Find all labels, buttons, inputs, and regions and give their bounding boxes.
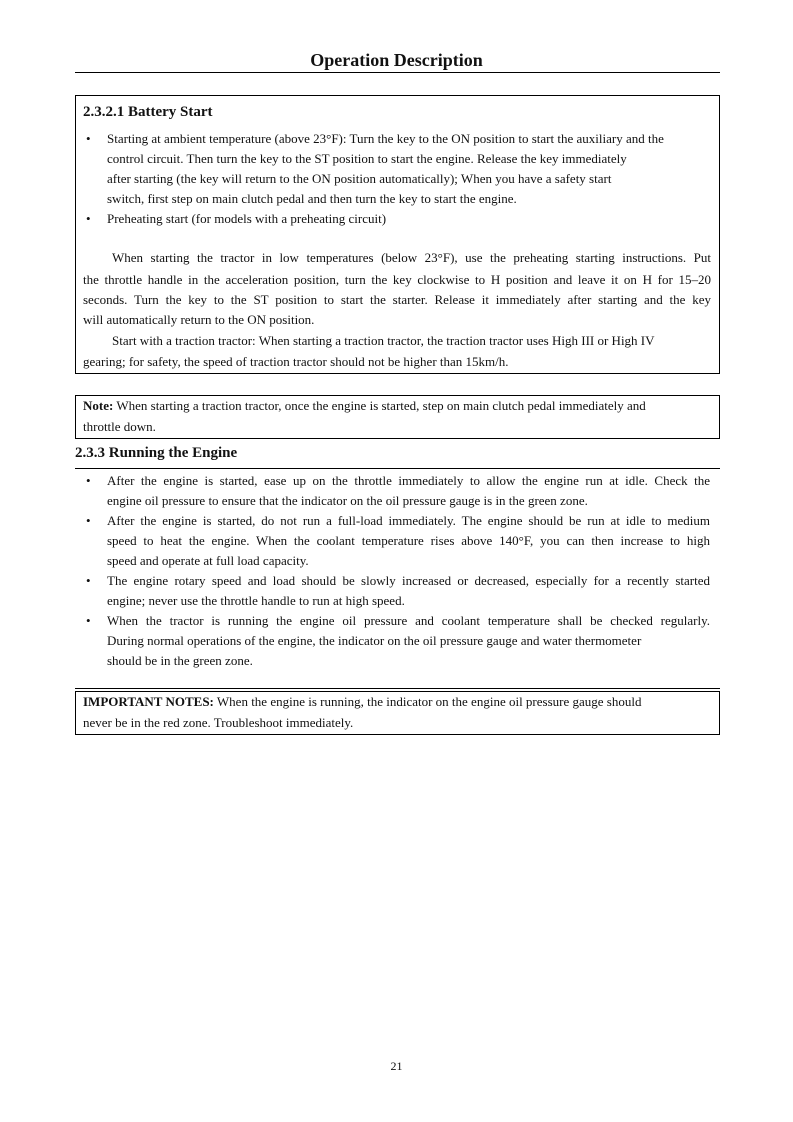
paragraph-line: the throttle handle in the acceleration position, turn the key clockwise to H position and leave it on H for 15–20	[83, 272, 711, 287]
bullet-line: The engine rotary speed and load should be slowly increased or decreased, especially for a recently started	[107, 573, 710, 588]
bullet-line: after starting (the key will return to the ON position automatically); When you have a safety start	[107, 171, 612, 186]
note-text: When starting a traction tractor, once the engine is started, step on main clutch pedal immediately and	[113, 398, 646, 413]
note-label: Note:	[83, 398, 114, 413]
bullet-line: speed and operate at full load capacity.	[107, 553, 309, 568]
paragraph-line: seconds. Turn the key to the ST position to start the starter. Release it immediately after starting and the key	[83, 292, 711, 307]
bullet-line: When the tractor is running the engine oil pressure and coolant temperature shall be checked regularly.	[107, 613, 710, 628]
important-text: When the engine is running, the indicator on the engine oil pressure gauge should	[213, 694, 642, 709]
bullet-line: During normal operations of the engine, the indicator on the oil pressure gauge and water thermometer	[107, 633, 642, 648]
bullet-icon: •	[86, 513, 91, 528]
paragraph-line: gearing; for safety, the speed of traction tractor should not be higher than 15km/h.	[83, 354, 509, 369]
bullet-icon: •	[86, 613, 91, 628]
section-heading-battery-start: 2.3.2.1 Battery Start	[83, 104, 213, 120]
page-number: 21	[390, 1059, 403, 1073]
paragraph-line: Start with a traction tractor: When starting a traction tractor, the traction tractor uses High III or High IV	[112, 333, 655, 348]
note-line: throttle down.	[83, 419, 156, 434]
bullet-line: switch, first step on main clutch pedal and then turn the key to start the engine.	[107, 191, 517, 206]
header-rule	[75, 72, 720, 73]
bullet-line: Starting at ambient temperature (above 23°F): Turn the key to the ON position to start the auxiliary and the	[107, 131, 664, 146]
note-line	[83, 398, 646, 414]
bullet-line: should be in the green zone.	[107, 653, 253, 668]
important-top-rule	[75, 688, 720, 689]
bullet-line: After the engine is started, do not run a full-load immediately. The engine should be run at idle to medium	[107, 513, 710, 528]
bullet-line: Preheating start (for models with a preheating circuit)	[107, 211, 387, 226]
important-label: IMPORTANT NOTES:	[83, 694, 214, 709]
bullet-icon: •	[86, 473, 91, 488]
section-rule	[75, 468, 720, 469]
bullet-icon: •	[86, 211, 91, 226]
bullet-icon: •	[86, 131, 91, 146]
bullet-line: control circuit. Then turn the key to the ST position to start the engine. Release the key immediately	[107, 151, 627, 166]
bullet-line: engine; never use the throttle handle to run at high speed.	[107, 593, 405, 608]
important-line	[83, 694, 641, 710]
paragraph-line: When starting the tractor in low temperatures (below 23°F), use the preheating starting instructions. Put	[112, 250, 711, 265]
bullet-line: engine oil pressure to ensure that the indicator on the oil pressure gauge is in the green zone.	[107, 493, 588, 508]
paragraph-line: will automatically return to the ON position.	[83, 312, 315, 327]
bullet-icon: •	[86, 573, 91, 588]
section-heading-running-engine: 2.3.3 Running the Engine	[75, 445, 238, 461]
page-title: Operation Description	[310, 50, 483, 70]
bullet-line: After the engine is started, ease up on the throttle immediately to allow the engine run at idle. Check the	[107, 473, 710, 488]
important-line: never be in the red zone. Troubleshoot immediately.	[83, 715, 354, 730]
bullet-line: speed to heat the engine. When the coolant temperature rises above 140°F, you can then increase to high	[107, 533, 710, 548]
